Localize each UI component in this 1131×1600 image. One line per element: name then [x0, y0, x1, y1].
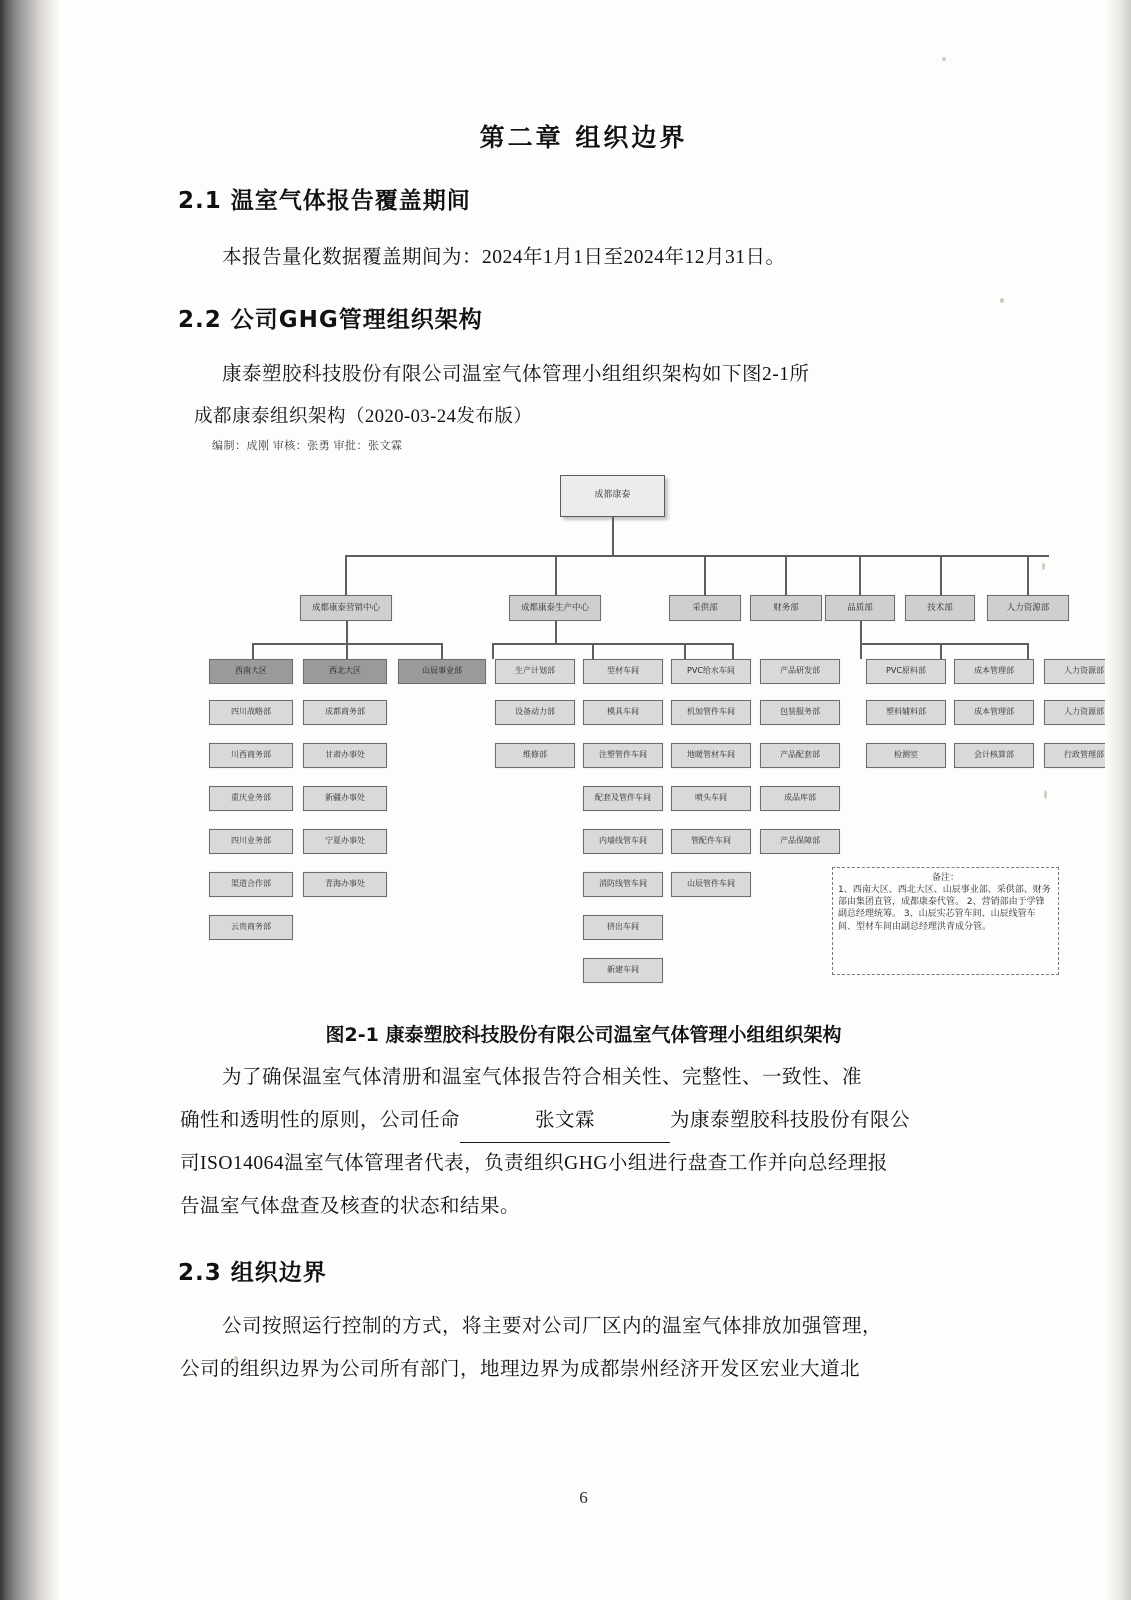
connector-drop-6: [940, 555, 942, 595]
org-node-item: 设备动力部: [495, 700, 575, 725]
org-node-item: 新疆办事处: [303, 786, 387, 811]
section-2-3-paragraph-1: 公司按照运行控制的方式，将主要对公司厂区内的温室气体排放加强管理，: [222, 1316, 883, 1337]
appointment-line-4: 告温室气体盘查及核查的状态和结果。: [180, 1196, 521, 1217]
org-node-item: 云贵商务部: [209, 915, 293, 940]
section-heading-2-3: 2.3 组织边界: [178, 1260, 327, 1286]
scan-speck: [942, 57, 946, 61]
figure-caption: 图2-1 康泰塑胶科技股份有限公司温室气体管理小组组织架构: [325, 1024, 842, 1046]
figure-note: [832, 867, 1059, 975]
org-node-item: 机加管件车间: [671, 700, 751, 725]
org-node-item: 配套及管件车间: [583, 786, 663, 811]
scan-speck: [1000, 298, 1004, 303]
org-node-item: 包装服务部: [760, 700, 840, 725]
org-node-item: 行政管理部: [1044, 743, 1124, 768]
org-node-head-cost-management: 成本管理部: [954, 659, 1034, 684]
org-node-head-pvc-material: PVC原料部: [866, 659, 946, 684]
org-node-head-northwest: 西北大区: [303, 659, 387, 684]
page-title: 第二章 组织边界: [479, 123, 688, 152]
org-node-l1-purchasing: 采供部: [669, 595, 741, 621]
connector-marketing-drop-3: [441, 643, 443, 659]
org-node-item: 甘肃办事处: [303, 743, 387, 768]
org-node-item: 内墙线管车间: [583, 829, 663, 854]
org-node-l1-quality: 品质部: [825, 595, 895, 621]
connector-right-bus: [860, 643, 1028, 645]
org-node-item: 宁夏办事处: [303, 829, 387, 854]
section-2-3-paragraph-2: 公司的组织边界为公司所有部门，地理边界为成都崇州经济开发区宏业大道北: [180, 1359, 861, 1380]
connector-production-drop-2: [592, 643, 594, 659]
org-node-l1-technology: 技术部: [905, 595, 975, 621]
connector-drop-1: [345, 555, 347, 595]
appointment-line-2-post: 为康泰塑胶科技股份有限公: [670, 1110, 911, 1131]
figure-note-line-2: 2、营销部由于学锋副总经理统筹。: [838, 897, 1045, 920]
org-node-l1-finance: 财务部: [750, 595, 822, 621]
org-node-root: 成都康泰: [560, 475, 665, 517]
figure-note-line-3: 3、山辰实芯管车间、山辰线管车间、型材车间由副总经理洪青成分管。: [838, 909, 1036, 932]
figure-byline: 编制：成刚 审核：张勇 审批：张文霖: [212, 440, 403, 452]
org-chart: [172, 455, 1104, 1015]
connector-right-drop-1: [860, 643, 862, 659]
org-node-item: 人力资源部: [1044, 700, 1124, 725]
org-node-item: 成都商务部: [303, 700, 387, 725]
org-node-item: 会计核算部: [954, 743, 1034, 768]
org-node-l1-hr: 人力资源部: [987, 595, 1069, 621]
org-node-head-pvc-water-workshop: PVC给水车间: [671, 659, 751, 684]
connector-production-drop-3: [684, 643, 686, 659]
org-node-l1-marketing: 成都康泰营销中心: [300, 595, 392, 621]
org-node-item: 新建车间: [583, 958, 663, 983]
org-node-l1-production: 成都康泰生产中心: [509, 595, 601, 621]
org-node-item: 喷头车间: [671, 786, 751, 811]
figure-note-line-1: 1、西南大区、西北大区、山辰事业部、采供部、财务部由集团直管，成都康泰代管。: [838, 885, 1051, 908]
scan-speck: [1042, 563, 1045, 570]
org-node-head-hr: 人力资源部: [1044, 659, 1124, 684]
connector-drop-2: [555, 555, 557, 595]
appointment-line-3: 司ISO14064温室气体管理者代表，负责组织GHG小组进行盘查工作并向总经理报: [180, 1153, 888, 1174]
connector-right-drop-2: [940, 643, 942, 659]
org-node-item: 模具车间: [583, 700, 663, 725]
org-node-item: 检测室: [866, 743, 946, 768]
org-node-item: 渠道合作部: [209, 872, 293, 897]
connector-production-bus: [492, 643, 732, 645]
connector-marketing-vertical: [346, 621, 348, 643]
org-node-item: 四川战略部: [209, 700, 293, 725]
connector-root-vertical: [612, 517, 614, 555]
appointment-line-2-pre: 确性和透明性的原则，公司任命: [180, 1110, 461, 1131]
connector-right-drop-3: [1027, 643, 1029, 659]
org-node-head-southwest: 西南大区: [209, 659, 293, 684]
appointment-line-2: [180, 1099, 1060, 1143]
org-node-item: 维修部: [495, 743, 575, 768]
org-node-item: 产品保障部: [760, 829, 840, 854]
org-node-head-shanchen: 山辰事业部: [398, 659, 486, 684]
section-2-1-paragraph: 本报告量化数据覆盖期间为：2024年1月1日至2024年12月31日。: [222, 247, 786, 268]
connector-drop-7: [1027, 555, 1029, 595]
org-node-item: 山辰管件车间: [671, 872, 751, 897]
org-node-item: 管配件车间: [671, 829, 751, 854]
org-node-item: 挤出车间: [583, 915, 663, 940]
org-node-head-profile-workshop: 型材车间: [583, 659, 663, 684]
connector-drop-3: [704, 555, 706, 595]
page-number: 6: [579, 1488, 588, 1507]
org-node-item: 四川业务部: [209, 829, 293, 854]
connector-marketing-drop-2: [346, 643, 348, 659]
section-heading-2-1: 2.1 温室气体报告覆盖期间: [178, 188, 471, 214]
connector-production-vertical: [555, 621, 557, 643]
connector-drop-4: [785, 555, 787, 595]
appointee-name: 张文霖: [460, 1099, 670, 1143]
org-node-item: 消防线管车间: [583, 872, 663, 897]
org-node-item: 产品配套部: [760, 743, 840, 768]
org-node-head-production-plan: 生产计划部: [495, 659, 575, 684]
org-node-item: 注塑管件车间: [583, 743, 663, 768]
connector-right-vertical: [860, 621, 862, 643]
org-node-head-product-rd: 产品研发部: [760, 659, 840, 684]
connector-marketing-drop-1: [252, 643, 254, 659]
org-node-item: 重庆业务部: [209, 786, 293, 811]
org-node-item: 成品库部: [760, 786, 840, 811]
org-node-item: 青海办事处: [303, 872, 387, 897]
page-sheet: [62, 0, 1105, 1600]
section-heading-2-2: 2.2 公司GHG管理组织架构: [178, 307, 483, 333]
connector-production-drop-1: [492, 643, 494, 659]
connector-bus-horizontal: [345, 555, 1049, 557]
scan-speck: [1044, 790, 1047, 799]
appointment-line-1: 为了确保温室气体清册和温室气体报告符合相关性、完整性、一致性、准: [222, 1067, 863, 1088]
org-node-item: 川西商务部: [209, 743, 293, 768]
org-node-item: 塑料辅料部: [866, 700, 946, 725]
figure-title: 成都康泰组织架构（2020-03-24发布版）: [194, 407, 533, 427]
org-node-item: 成本管理部: [954, 700, 1034, 725]
section-2-2-paragraph: 康泰塑胶科技股份有限公司温室气体管理小组组织架构如下图2-1所: [222, 364, 810, 385]
connector-production-drop-4: [732, 643, 734, 659]
figure-note-title: 备注：: [931, 873, 959, 883]
org-node-item: 地暖管材车间: [671, 743, 751, 768]
connector-drop-5: [859, 555, 861, 595]
